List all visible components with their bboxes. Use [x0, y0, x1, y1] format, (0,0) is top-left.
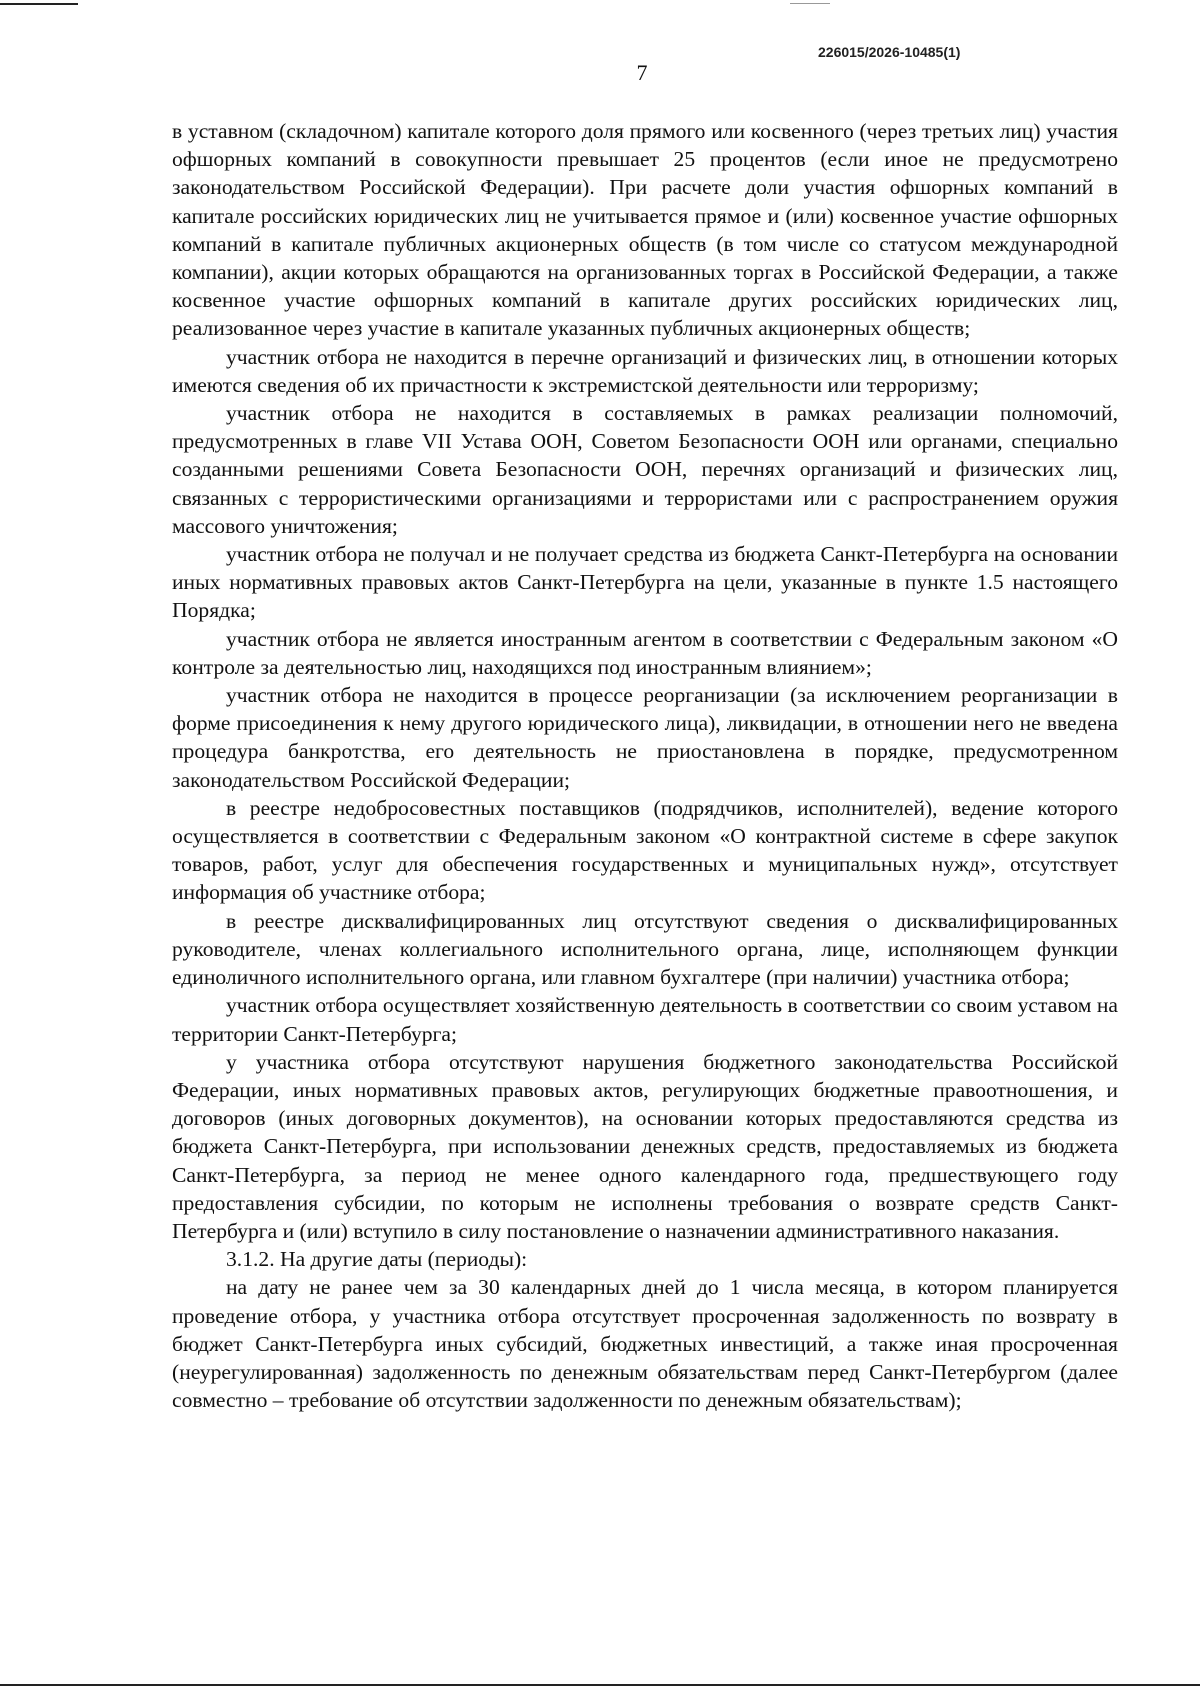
paragraph: в уставном (складочном) капитале которого доля прямого или косвенного (через третьих лиц) участия офшорных компаний в совокупности превышает 25 процентов (если иное не предусмотрено законодательством Российской Федерации). При расчете доли участия офшорных компаний в капитале российских юридических лиц не учитывается прямое и (или) косвенное участие офшорных компаний в капитале публичных акционерных обществ (в том числе со статусом международной компании), акции которых обращаются на организованных торгах в Российской Федерации, а также косвенное участие офшорных компаний в капитале других российских юридических лиц, реализованное через участие в капитале указанных публичных акционерных обществ;: [172, 119, 1118, 341]
paragraph: участник отбора не находится в процессе реорганизации (за исключением реорганизации в форме присоединения к нему другого юридического лица), ликвидации, в отношении него не введена процедура банкротства, его деятельность не приостановлена в порядке, предусмотренном законодательством Российской Федерации;: [172, 683, 1118, 792]
paragraph: участник отбора не находится в перечне организаций и физических лиц, в отношении которых имеются сведения об их причастности к экстремистской деятельности или терроризму;: [172, 344, 1118, 397]
paragraph: в реестре недобросовестных поставщиков (подрядчиков, исполнителей), ведение которого осуществляется в соответствии с Федеральным законом «О контрактной системе в сфере закупок товаров, работ, услуг для обеспечения государственных и муниципальных нужд», отсутствует информация об участнике отбора;: [172, 795, 1118, 905]
scan-edge-top-mark: [790, 3, 830, 4]
section-heading: 3.1.2. На другие даты (периоды):: [226, 1247, 528, 1272]
page-number: 7: [636, 60, 648, 85]
paragraph: у участника отбора отсутствуют нарушения бюджетного законодательства Российской Федерации, иных нормативных правовых актов, регулирующих бюджетные правоотношения, и договоров (иных договорных документов), на основании которых предоставляются средства из бюджета Санкт-Петербурга, при использовании денежных средств, предоставляемых из бюджета Санкт-Петербурга, за период не менее одного календарного года, предшествующего году предоставления субсидии, по которым не исполнены требования о возврате средств Санкт-Петербурга и (или) вступило в силу постановление о назначении административного наказания.: [172, 1049, 1118, 1243]
paragraph: участник отбора не находится в составляемых в рамках реализации полномочий, предусмотренных в главе VII Устава ООН, Советом Безопасности ООН или органами, специально созданными решениями Совета Безопасности ООН, перечнях организаций и физических лиц, связанных с террористическими организациями и террористами или с распространением оружия массового уничтожения;: [172, 401, 1118, 538]
paragraph: участник отбора не получал и не получает средства из бюджета Санкт-Петербурга на основании иных нормативных правовых актов Санкт-Петербурга на цели, указанные в пункте 1.5 настоящего Порядка;: [172, 542, 1118, 623]
paragraph: участник отбора осуществляет хозяйственную деятельность в соответствии со своим уставом на территории Санкт-Петербурга;: [172, 993, 1118, 1046]
document-body: [172, 117, 1118, 1414]
scan-edge-top: [0, 3, 78, 5]
paragraph: участник отбора не является иностранным агентом в соответствии с Федеральным законом «О контроле за деятельностью лиц, находящихся под иностранным влиянием»;: [172, 626, 1118, 679]
document-registration-number: 226015/2026-10485(1): [818, 44, 961, 60]
paragraph: в реестре дисквалифицированных лиц отсутствуют сведения о дисквалифицированных руководителе, членах коллегиального исполнительного органа, лице, исполняющем функции единоличного исполнительного органа, или главном бухгалтере (при наличии) участника отбора;: [172, 908, 1118, 990]
scan-edge-bottom: [0, 1684, 1200, 1686]
paragraph: на дату не ранее чем за 30 календарных дней до 1 числа месяца, в котором планируется проведение отбора, у участника отбора отсутствует просроченная задолженность по возврату в бюджет Санкт-Петербурга иных субсидий, бюджетных инвестиций, а также иная просроченная (неурегулированная) задолженность по денежным обязательствам перед Санкт-Петербургом (далее совместно – требование об отсутствии задолженности по денежным обязательствам);: [172, 1275, 1118, 1413]
